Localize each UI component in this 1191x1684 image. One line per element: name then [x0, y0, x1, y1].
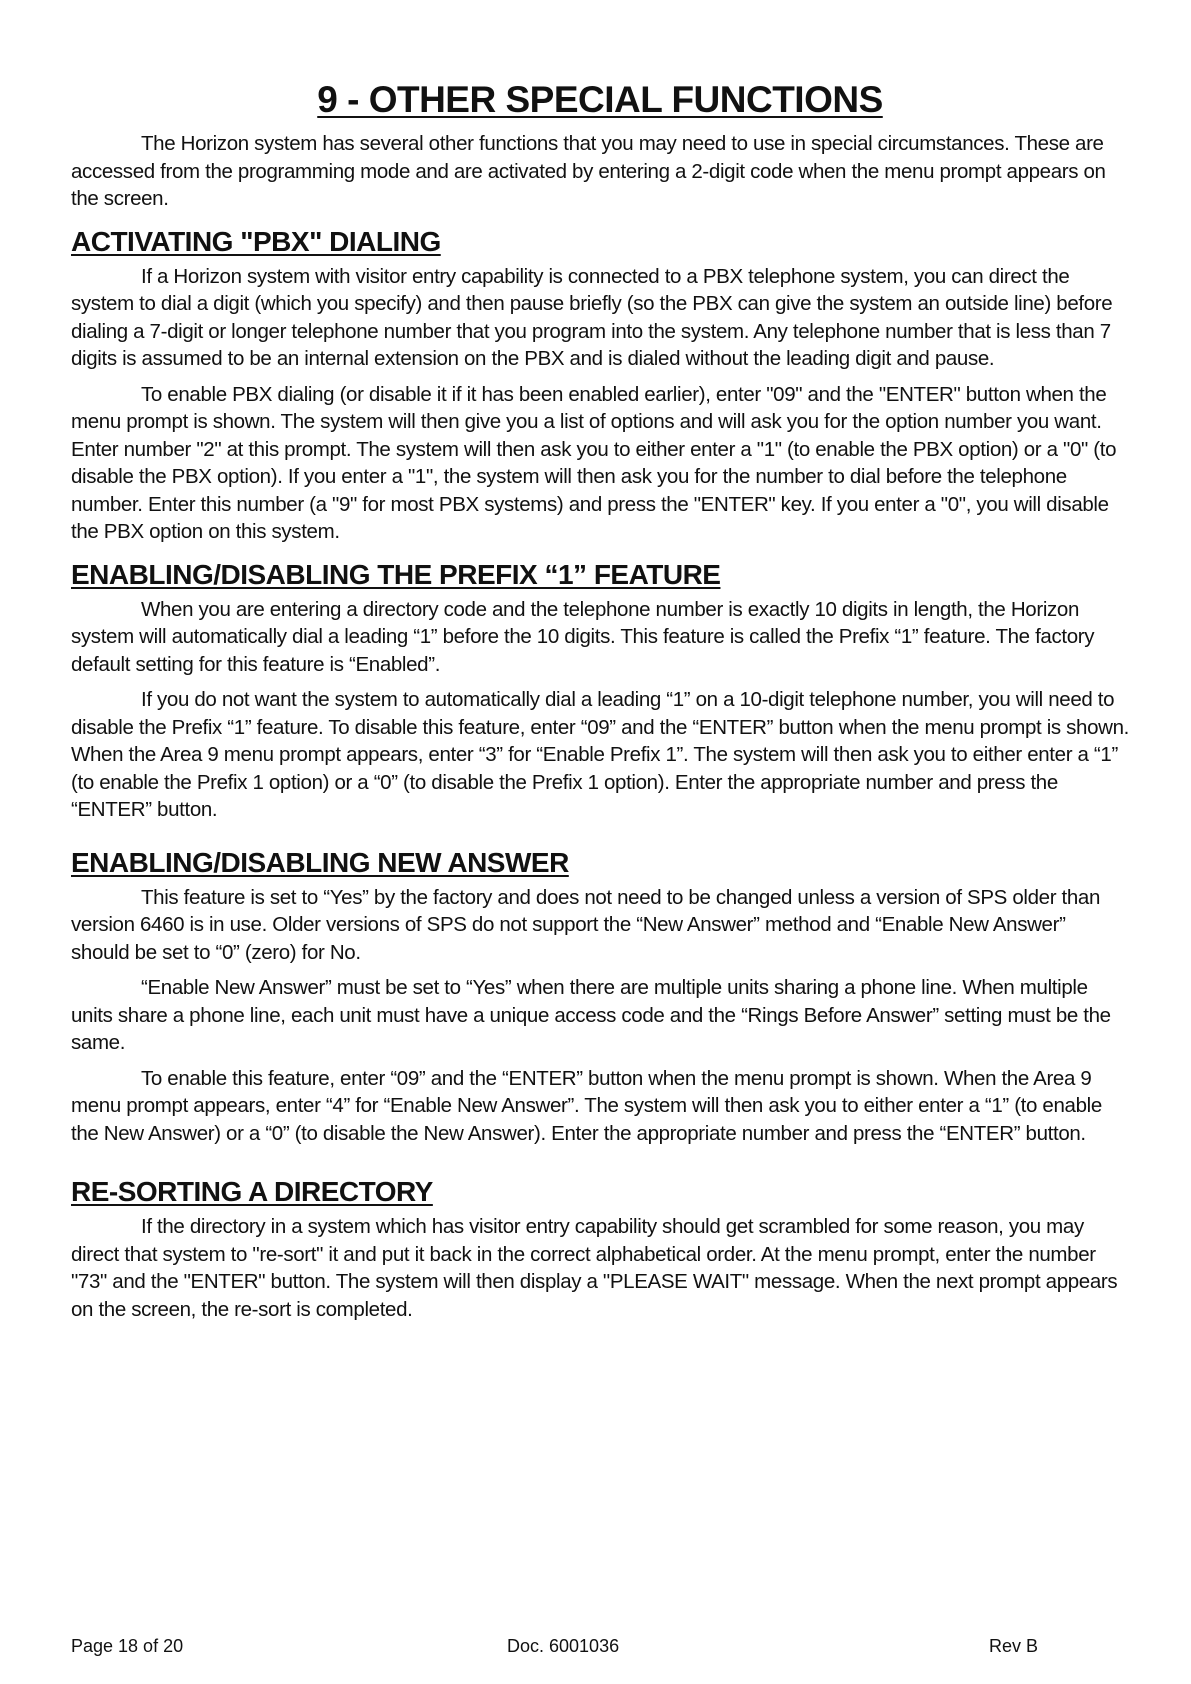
document-page	[71, 78, 1129, 1331]
resort-paragraph-1: If the directory in a system which has visitor entry capability should get scrambled for some reason, you may direct that system to "re-sort" it and put it back in the correct alphabetical order. At the menu prompt, enter the number "73" and the "ENTER" button. The system will then display a "PLEASE WAIT" message. When the next prompt appears on the screen, the re-sort is completed.	[71, 1215, 1118, 1321]
prefix-paragraph-1: When you are entering a directory code and the telephone number is exactly 10 digits in length, the Horizon system will automatically dial a leading “1” before the 10 digits. This feature is called the Prefix “1” feature. The factory default setting for this feature is “Enabled”.	[71, 597, 1095, 676]
new-answer-paragraph-2: “Enable New Answer” must be set to “Yes” when there are multiple units sharing a phone line. When multiple units share a phone line, each unit must have a unique access code and the “Rings Before Answer” setting must be the same.	[71, 976, 1111, 1054]
new-answer-paragraph-3: To enable this feature, enter “09” and the “ENTER” button when the menu prompt is shown. When the Area 9 menu prompt appears, enter “4” for “Enable New Answer”. The system will then ask you to either enter a “1” (to enable the New Answer) or a “0” (to disable the New Answer). Enter the appropriate number and press the “ENTER” button.	[71, 1066, 1102, 1145]
footer-page-number: Page 18 of 20	[71, 1636, 184, 1656]
section-heading-resort: RE-SORTING A DIRECTORY	[71, 1176, 433, 1207]
intro-paragraph: The Horizon system has several other functions that you may need to use in special circumstances. These are accessed from the programming mode and are activated by entering a 2-digit code when the menu prompt appears on the screen.	[71, 132, 1106, 210]
pbx-paragraph-2: To enable PBX dialing (or disable it if it has been enabled earlier), enter "09" and the "ENTER" button when the menu prompt is shown. The system will then give you a list of options and will ask you for the option number you want. Enter number "2" at this prompt. The system will then ask you to either enter a "1" (to enable the PBX option) or a "0" (to disable the PBX option). If you enter a "1", the system will then ask you for the number to dial before the telephone number. Enter this number (a "9" for most PBX systems) and press the "ENTER" key. If you enter a "0", you will disable the PBX option on this system.	[71, 382, 1117, 543]
page-title: 9 - OTHER SPECIAL FUNCTIONS	[317, 79, 883, 120]
footer-revision: Rev B	[989, 1636, 1039, 1656]
footer-doc-number: Doc. 6001036	[507, 1636, 620, 1656]
section-heading-prefix: ENABLING/DISABLING THE PREFIX “1” FEATURE	[71, 558, 721, 590]
pbx-paragraph-1: If a Horizon system with visitor entry capability is connected to a PBX telephone system, you can direct the system to dial a digit (which you specify) and then pause briefly (so the PBX can give the system an outside line) before dialing a 7-digit or longer telephone number that you program into the system. Any telephone number that is less than 7 digits is assumed to be an internal extension on the PBX and is dialed without the leading digit and pause.	[71, 264, 1113, 370]
section-heading-new-answer: ENABLING/DISABLING NEW ANSWER	[71, 846, 569, 878]
page-footer	[71, 1636, 1071, 1660]
prefix-paragraph-2: If you do not want the system to automatically dial a leading “1” on a 10-digit telephone number, you will need to disable the Prefix “1” feature. To disable this feature, enter “09” and the “ENTER” button when the menu prompt is shown. When the Area 9 menu prompt appears, enter “3” for “Enable Prefix 1”. The system will then ask you to either enter a “1” (to enable the Prefix 1 option) or a “0” (to disable the Prefix 1 option). Enter the appropriate number and press the “ENTER” button.	[71, 688, 1130, 821]
section-heading-pbx: ACTIVATING "PBX" DIALING	[71, 225, 441, 257]
new-answer-paragraph-1: This feature is set to “Yes” by the factory and does not need to be changed unless a version of SPS older than version 6460 is in use. Older versions of SPS do not support the “New Answer” method and “Enable New Answer” should be set to “0” (zero) for No.	[71, 885, 1101, 964]
